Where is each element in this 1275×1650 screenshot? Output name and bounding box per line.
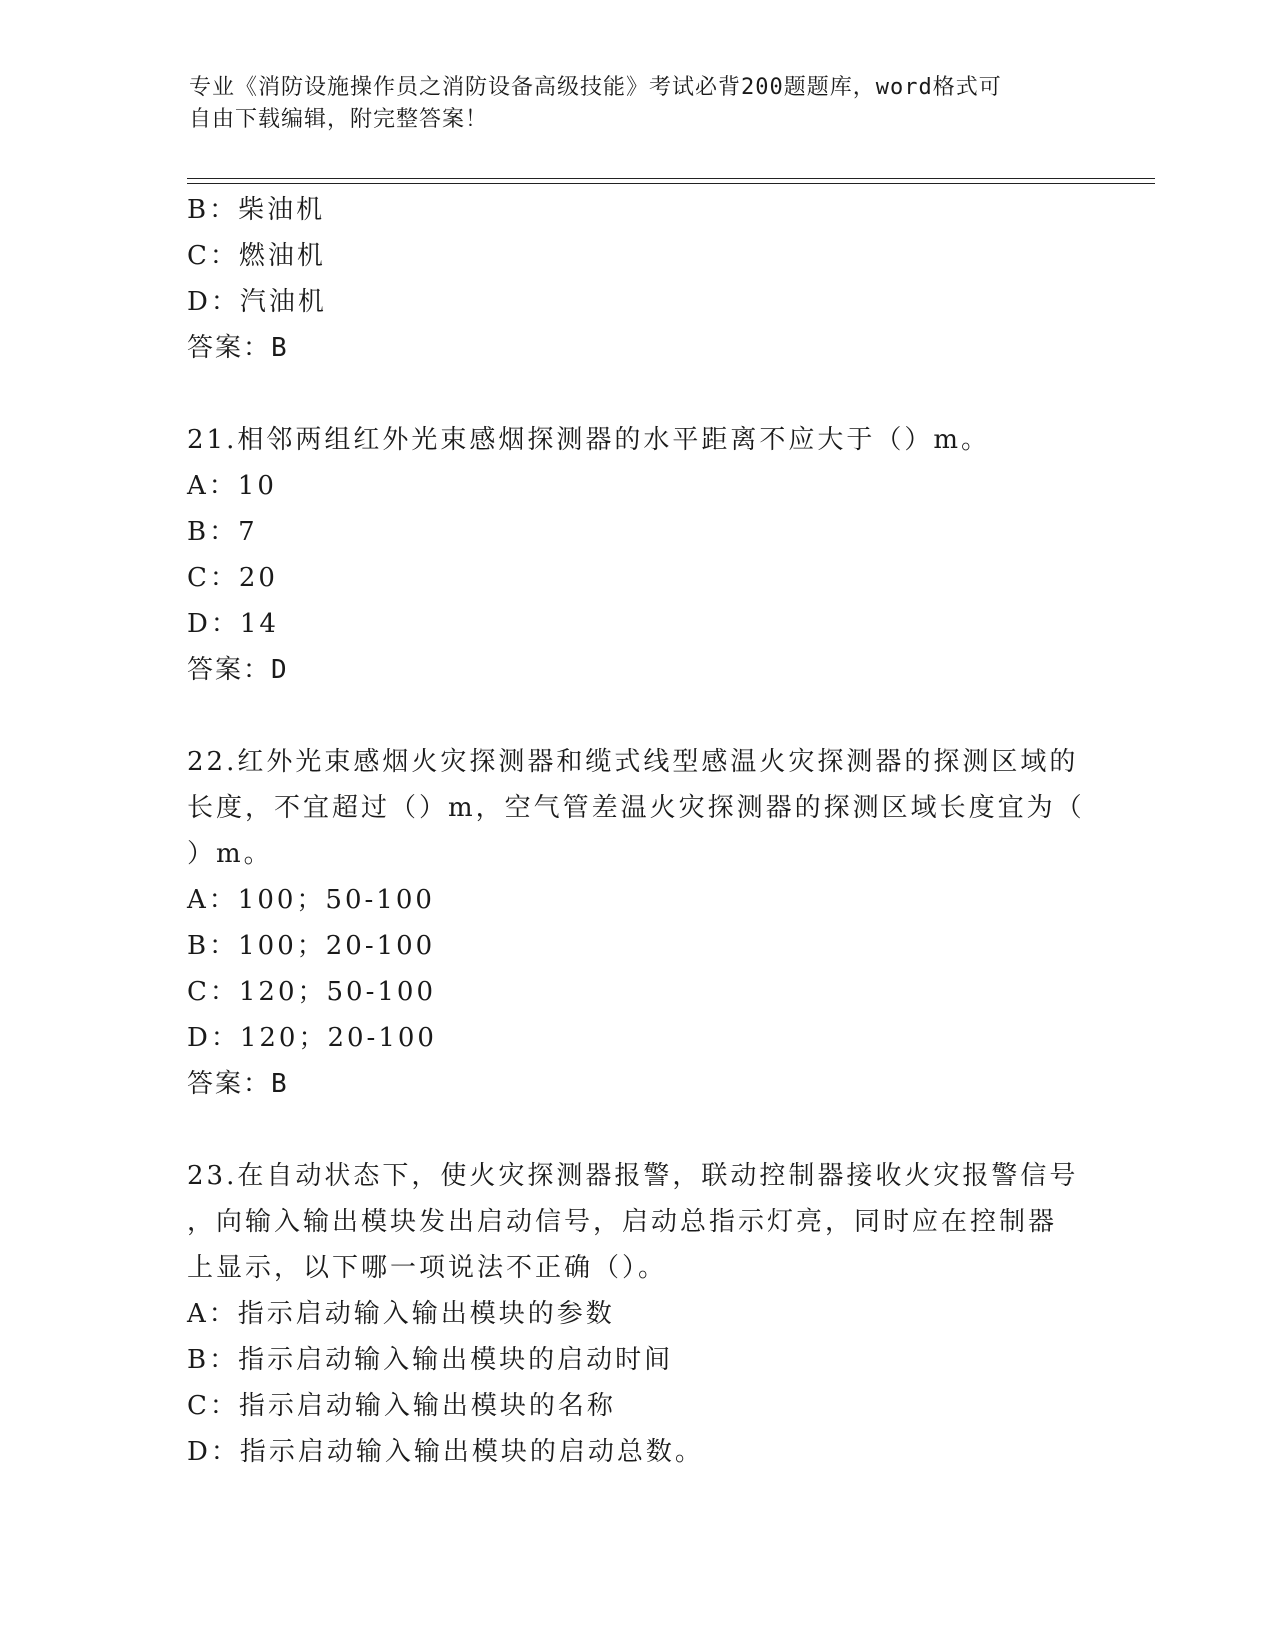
question-stem-line-2: 长度，不宜超过（）m，空气管差温火灾探测器的探测区域长度宜为（ [187, 793, 1085, 823]
question-23 [187, 1153, 1087, 1475]
option-c: C：20 [187, 563, 278, 593]
question-stem-line-3: ）m。 [187, 839, 273, 869]
question-20-continued [187, 187, 1087, 371]
question-stem-line-1: 23.在自动状态下，使火灾探测器报警，联动控制器接收火灾报警信号 [187, 1161, 1079, 1191]
option-b: B：100；20-100 [187, 931, 436, 961]
option-a: A：10 [187, 471, 277, 501]
header-line-1: 专业《消防设施操作员之消防设备高级技能》考试必背200题题库，word格式可 [189, 75, 1002, 100]
header-line-2: 自由下载编辑，附完整答案！ [189, 107, 489, 132]
answer-line: 答案：B [187, 333, 289, 363]
answer-line: 答案：B [187, 1069, 289, 1099]
header-divider-top [187, 178, 1155, 179]
option-a: A：100；50-100 [187, 885, 435, 915]
header-divider-bottom [187, 183, 1155, 184]
option-d: D：14 [187, 609, 279, 639]
option-c: C：燃油机 [187, 241, 326, 271]
answer-line: 答案：D [187, 655, 289, 685]
option-a: A：指示启动输入输出模块的参数 [187, 1299, 615, 1329]
question-stem: 21.相邻两组红外光束感烟探测器的水平距离不应大于（）m。 [187, 425, 991, 455]
option-d: D：120；20-100 [187, 1023, 437, 1053]
option-d: D：汽油机 [187, 287, 327, 317]
spacer [187, 1107, 1087, 1153]
option-b: B：柴油机 [187, 195, 326, 225]
question-stem-line-2: ，向输入输出模块发出启动信号，启动总指示灯亮，同时应在控制器 [187, 1207, 1058, 1237]
option-c: C：120；50-100 [187, 977, 437, 1007]
question-stem-line-3: 上显示，以下哪一项说法不正确（）。 [187, 1253, 668, 1283]
spacer [187, 371, 1087, 417]
document-body [187, 187, 1087, 1475]
question-stem-line-1: 22.红外光束感烟火灾探测器和缆式线型感温火灾探测器的探测区域的 [187, 747, 1079, 777]
option-b: B：7 [187, 517, 258, 547]
option-d: D：指示启动输入输出模块的启动总数。 [187, 1437, 704, 1467]
document-header [189, 72, 1089, 136]
question-22 [187, 739, 1087, 1107]
option-b: B：指示启动输入输出模块的启动时间 [187, 1345, 674, 1375]
question-21 [187, 417, 1087, 693]
option-c: C：指示启动输入输出模块的名称 [187, 1391, 616, 1421]
spacer [187, 693, 1087, 739]
